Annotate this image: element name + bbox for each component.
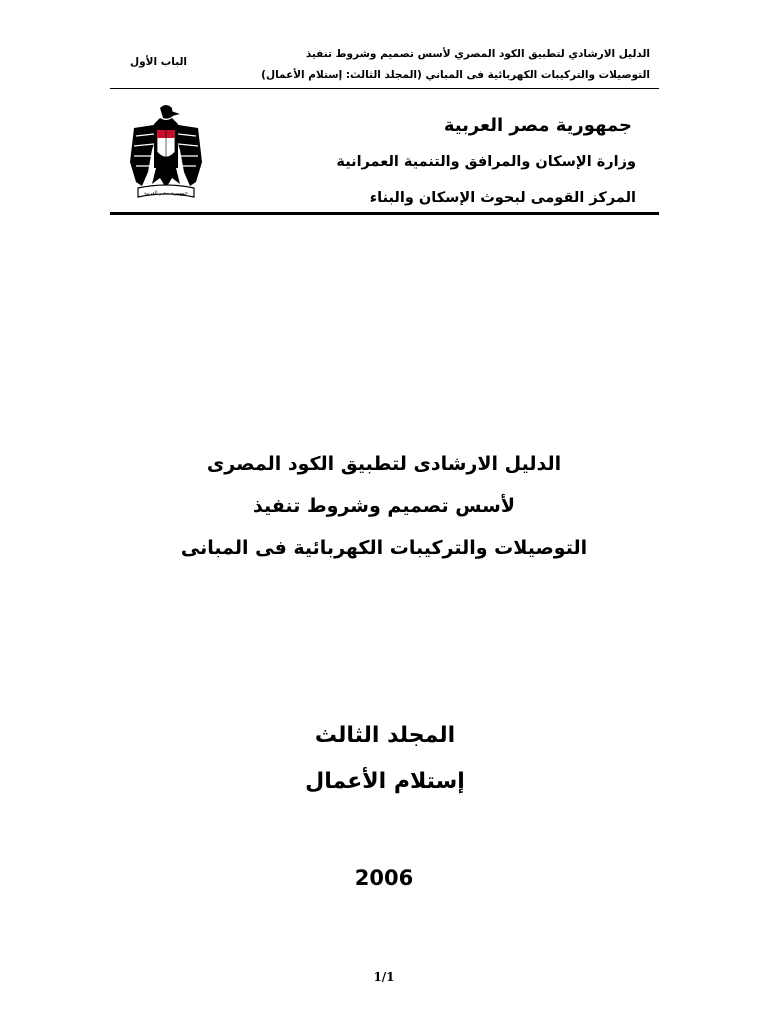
document-title <box>120 448 648 574</box>
running-header-chapter: الباب الأول <box>130 56 188 68</box>
document-title-line-2: لأسس تصميم وشروط تنفيذ <box>253 495 515 517</box>
running-header-title <box>230 44 650 86</box>
document-title-line-3: التوصيلات والتركيبات الكهربائية فى المبانى <box>180 537 588 559</box>
volume-block <box>220 720 550 806</box>
egypt-eagle-emblem-icon <box>124 102 208 202</box>
letterhead-country: جمهورية مصر العربية <box>443 115 632 136</box>
letterhead-divider <box>110 212 659 215</box>
letterhead-center: المركز القومى لبحوث الإسكان والبناء <box>369 190 636 206</box>
header-divider <box>110 88 659 89</box>
letterhead <box>236 112 636 216</box>
letterhead-ministry: وزارة الإسكان والمرافق والتنمية العمرانية <box>336 154 636 170</box>
volume-name: إستلام الأعمال <box>305 769 465 794</box>
running-header-line-2: التوصيلات والتركيبات الكهربائية فى المباني (المجلد الثالث: إستلام الأعمال) <box>261 69 650 81</box>
emblem-banner-label: جمهورية مصر العربية <box>144 190 188 197</box>
publication-year: 2006 <box>354 866 414 890</box>
document-title-line-1: الدليل الارشادى لتطبيق الكود المصرى <box>206 453 562 475</box>
volume-number: المجلد الثالث <box>314 723 456 748</box>
page-number: 1/1 <box>373 970 395 984</box>
running-header-line-1: الدليل الارشادي لتطبيق الكود المصري لأسس تصميم وشروط تنفيذ <box>305 48 650 60</box>
